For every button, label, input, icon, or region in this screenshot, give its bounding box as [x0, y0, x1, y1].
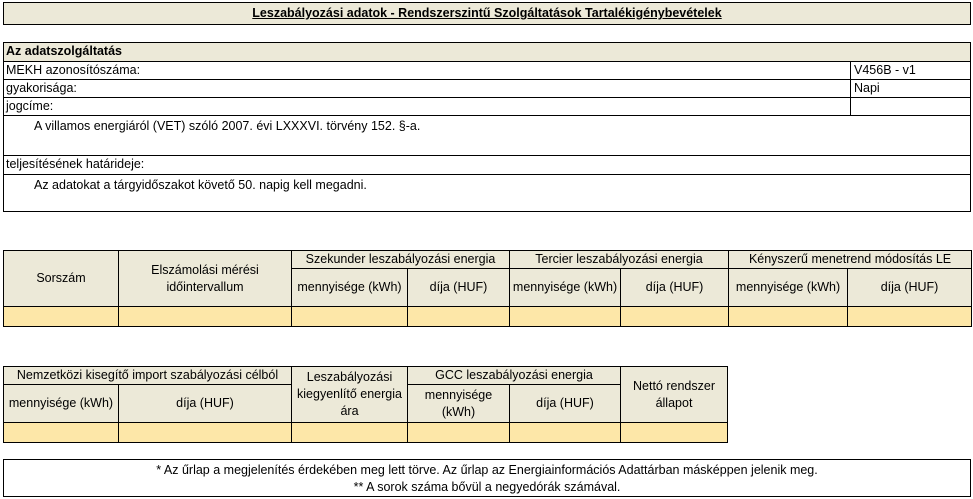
- input-cell[interactable]: [729, 307, 848, 327]
- header-import-qty: mennyisége (kWh): [4, 385, 119, 423]
- header-gcc-qty: mennyisége (kWh): [408, 385, 510, 423]
- footnote-1: * Az űrlap a megjelenítés érdekében meg lett törve. Az űrlap az Energiainformációs Adattárban másképpen jelenik meg.: [156, 463, 818, 477]
- legal-basis-row: [4, 98, 970, 116]
- header-gcc-fee: díja (HUF): [510, 385, 621, 423]
- header-secondary-qty: mennyisége (kWh): [292, 269, 408, 307]
- input-cell[interactable]: [119, 307, 292, 327]
- input-cell[interactable]: [408, 307, 510, 327]
- input-cell[interactable]: [4, 423, 119, 443]
- data-service-info: [3, 42, 971, 212]
- input-cell[interactable]: [292, 423, 408, 443]
- header-secondary-fee: díja (HUF): [408, 269, 510, 307]
- legal-basis-text: A villamos energiáról (VET) szóló 2007. évi LXXXVI. törvény 152. §-a.: [34, 119, 421, 133]
- frequency-row: [4, 80, 970, 98]
- page-title: Leszabályozási adatok - Rendszerszintű Szolgáltatások Tartalékigénybevételek: [3, 2, 971, 25]
- table-row: [4, 307, 972, 327]
- deadline-label: teljesítésének határideje:: [4, 156, 970, 175]
- input-cell[interactable]: [510, 307, 621, 327]
- mekh-value: V456B - v1: [850, 62, 916, 79]
- header-import-fee: díja (HUF): [119, 385, 292, 423]
- input-cell[interactable]: [848, 307, 972, 327]
- frequency-label: gyakorisága:: [6, 81, 77, 95]
- frequency-value: Napi: [850, 80, 880, 97]
- header-interval: Elszámolási mérési időintervallum: [119, 251, 292, 307]
- section-header: Az adatszolgáltatás: [4, 43, 970, 62]
- mekh-row: [4, 62, 970, 80]
- header-forced-schedule: Kényszerű menetrend módosítás LE: [729, 251, 972, 269]
- header-gcc-energy: GCC leszabályozási energia: [408, 367, 621, 385]
- input-cell[interactable]: [510, 423, 621, 443]
- table-row: [4, 423, 728, 443]
- deadline-text: Az adatokat a tárgyidőszakot követő 50. napig kell megadni.: [34, 178, 367, 192]
- header-net-status: Nettó rendszer állapot: [621, 367, 728, 423]
- input-cell[interactable]: [621, 423, 728, 443]
- input-cell[interactable]: [621, 307, 729, 327]
- input-cell[interactable]: [292, 307, 408, 327]
- header-intl-import: Nemzetközi kisegítő import szabályozási célból: [4, 367, 292, 385]
- header-forced-qty: mennyisége (kWh): [729, 269, 848, 307]
- mekh-label: MEKH azonosítószáma:: [6, 63, 141, 77]
- footnote-box: [3, 459, 971, 497]
- header-balancing-price: Leszabályozási kiegyenlítő energia ára: [292, 367, 408, 423]
- legal-basis-label: jogcíme:: [6, 99, 54, 113]
- header-tertiary-energy: Tercier leszabályozási energia: [510, 251, 729, 269]
- header-tertiary-fee: díja (HUF): [621, 269, 729, 307]
- input-cell[interactable]: [408, 423, 510, 443]
- import-table: [3, 366, 728, 443]
- input-cell[interactable]: [119, 423, 292, 443]
- footnote-2: ** A sorok száma bővül a negyedórák számával.: [353, 480, 621, 494]
- input-cell[interactable]: [4, 307, 119, 327]
- header-sorszam: Sorszám: [4, 251, 119, 307]
- header-tertiary-qty: mennyisége (kWh): [510, 269, 621, 307]
- legal-basis-value-cell: [850, 98, 854, 115]
- legal-basis-text-row: [4, 116, 970, 156]
- deadline-text-row: [4, 175, 970, 210]
- header-secondary-energy: Szekunder leszabályozási energia: [292, 251, 510, 269]
- header-forced-fee: díja (HUF): [848, 269, 972, 307]
- energy-table: [3, 250, 972, 327]
